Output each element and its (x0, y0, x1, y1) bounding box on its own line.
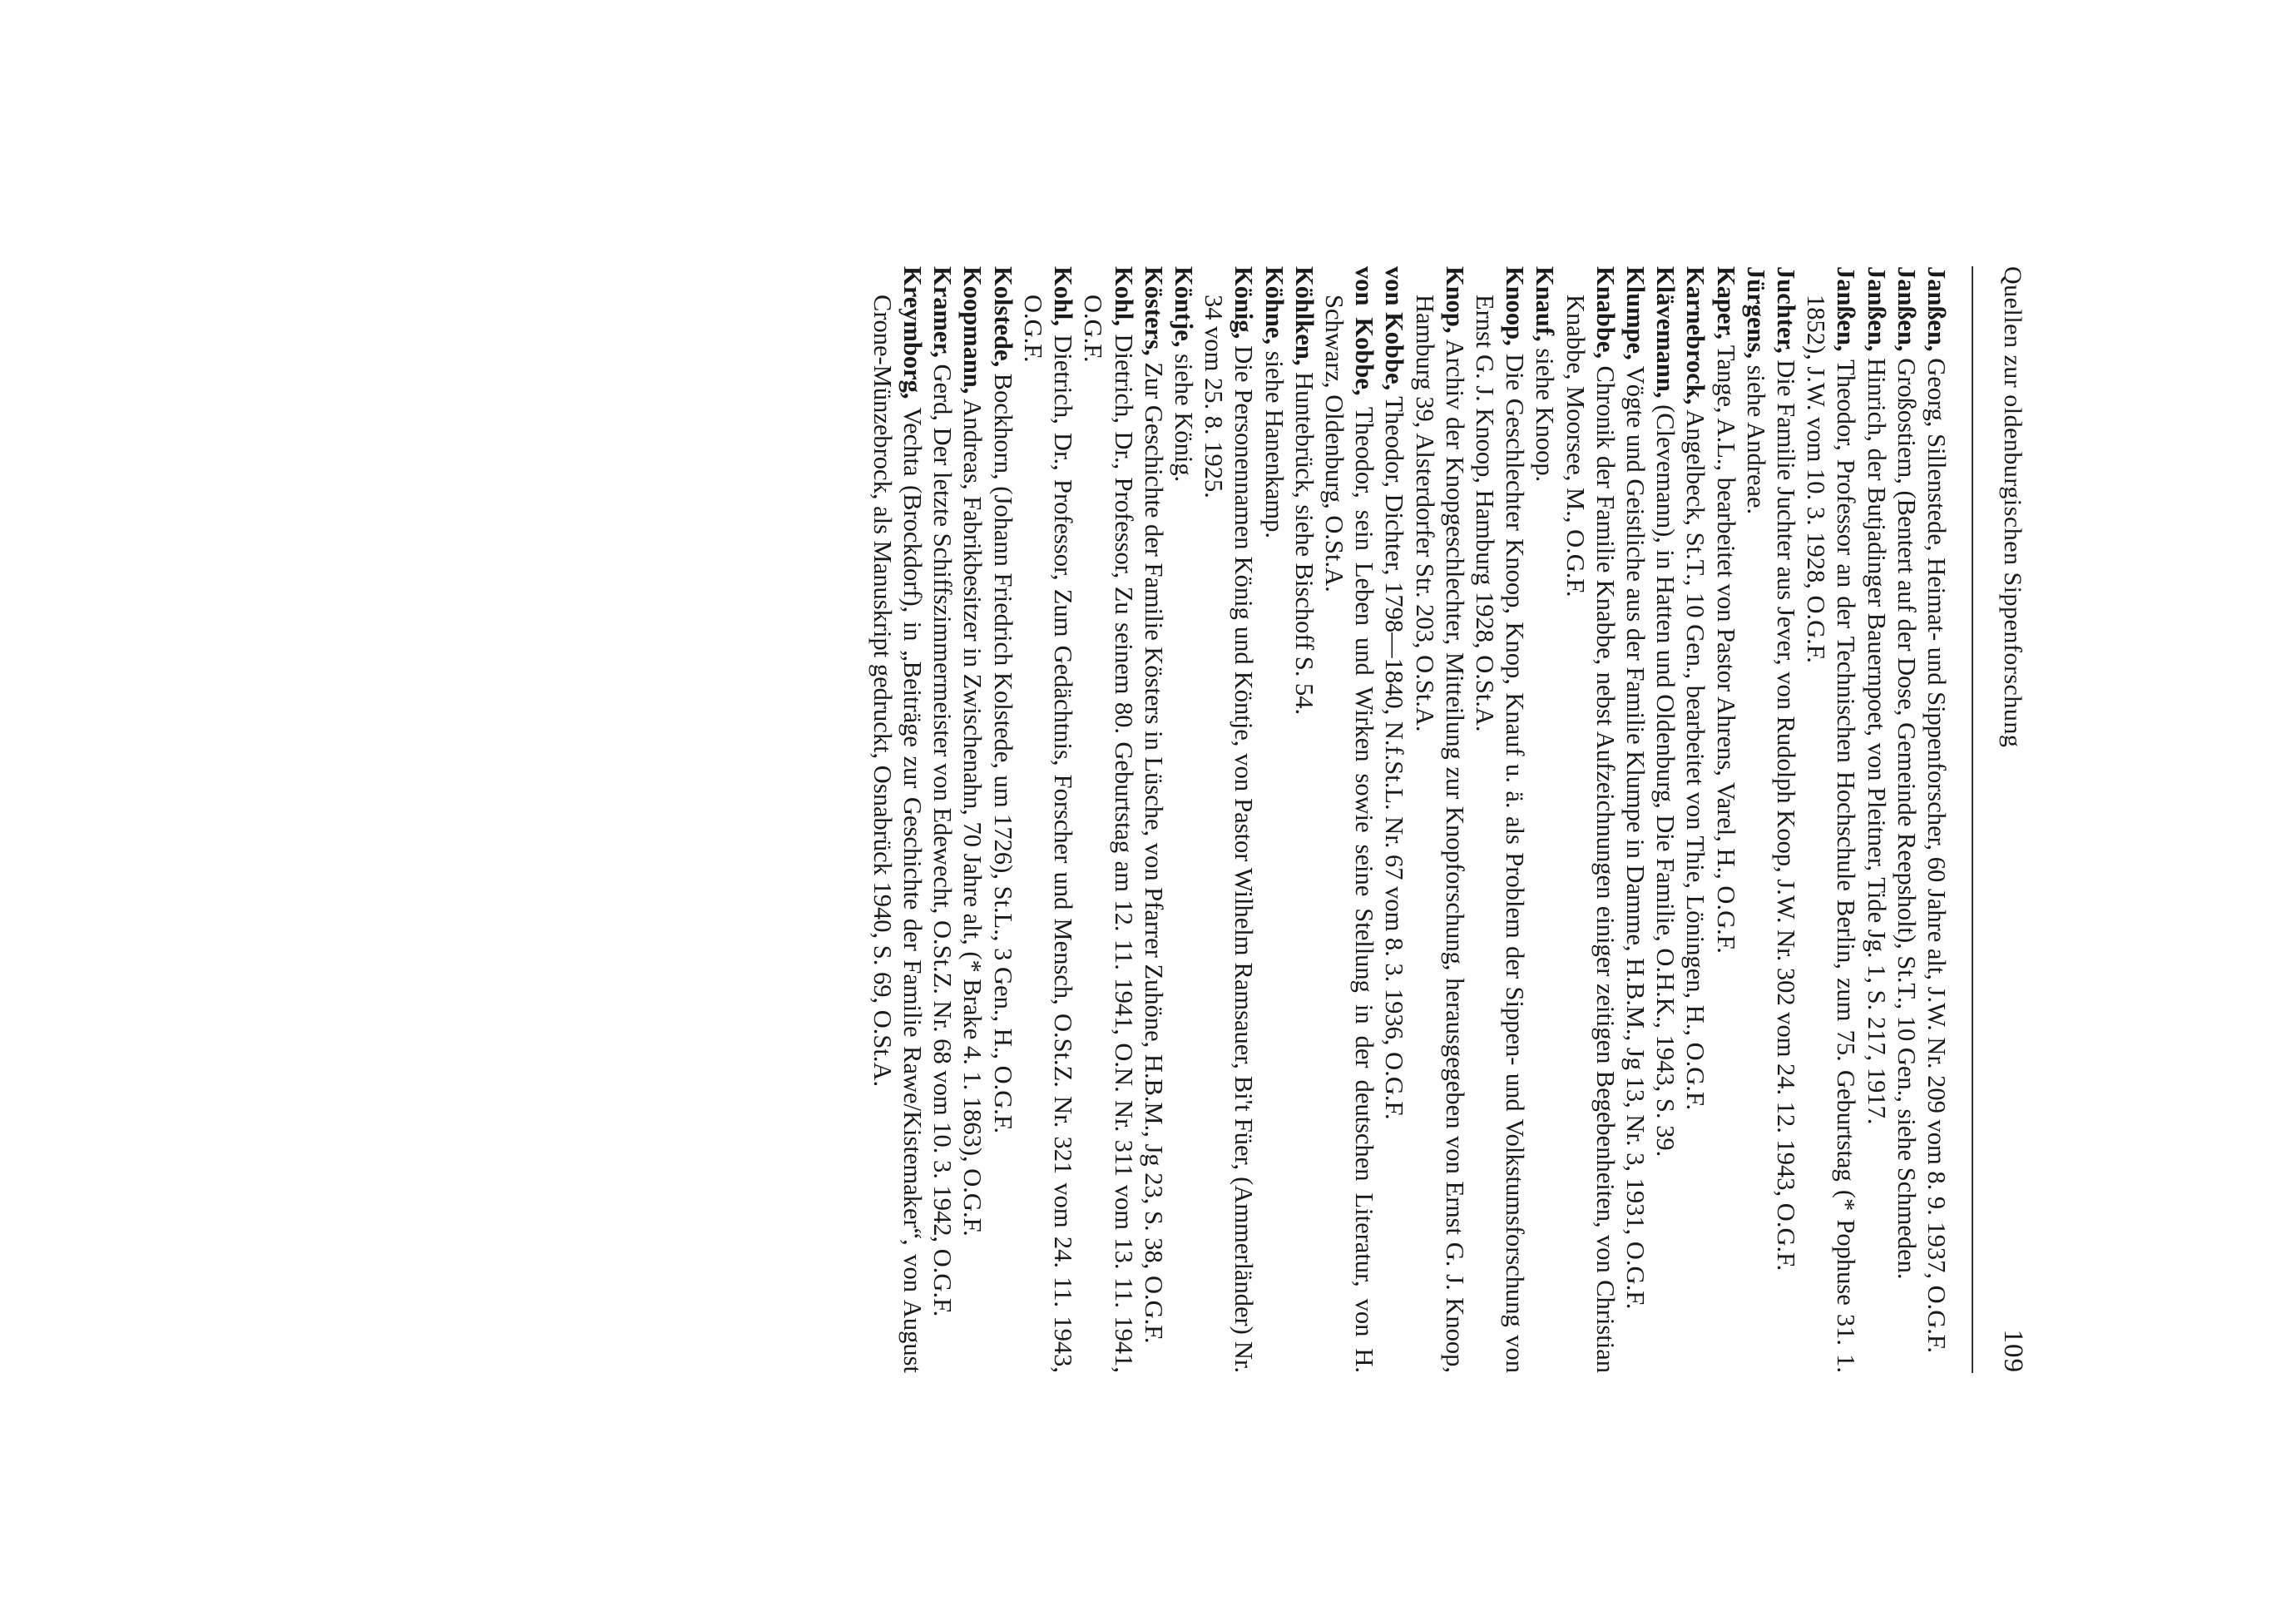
entry-text: Georg, Sillenstede, Heimat- und Sippenforscher, 60 Jahre alt, J.W. Nr. 209 vom 8. 9. 1937, O.G.F. (1922, 358, 1951, 1354)
entry-text: Zur Geschichte der Familie Kösters in Lüsche, von Pfarrer Zuhöne, H.B.M., Jg 23, S. 38, O.G.F. (1139, 362, 1168, 1344)
entry-head: von Kobbe, (1380, 266, 1409, 391)
entry-head: Koopmann, (958, 266, 987, 394)
list-item (1680, 266, 1710, 1373)
list-item (1650, 266, 1680, 1373)
list-item (1801, 266, 1861, 1373)
entry-text: Theodor, Dichter, 1798—1840, N.f.St.L. Nr. 67 vom 8. 3. 1936, O.G.F. (1380, 396, 1409, 1120)
entry-text: Huntebrück, siehe Bischoff S. 54. (1289, 372, 1319, 716)
entry-text: Dietrich, Dr., Professor, Zu seinem 80. Geburtstag am 12. 11. 1941, O.N. Nr. 311 vom 13. 11. 1941, O.G.F. (1079, 295, 1138, 1374)
entry-head: Knoop, (1501, 266, 1530, 346)
list-item (1861, 266, 1891, 1373)
entry-text: Dietrich, Dr., Professor, Zum Gedächtnis, Forscher und Mensch, O.St.Z. Nr. 321 vom 24. 11. 1943, O.G.F. (1018, 295, 1078, 1374)
entry-text: Gerd, Der letzte Schiffszimmermeister von Edewecht, O.St.Z. Nr. 68 vom 10. 3. 1942, O.G.F. (928, 364, 957, 1317)
list-item (1892, 266, 1922, 1373)
page-number: 109 (1998, 1329, 2028, 1373)
entry-text: Theodor, Professor an der Technischen Hochschule Berlin, zum 75. Geburtstag (* Pophuse 31. 1. 1852), J.W. vom 10. 3. 1928, O.G.F. (1802, 295, 1861, 1373)
list-item (1319, 266, 1379, 1373)
list-item (1259, 266, 1289, 1373)
list-item (1169, 266, 1199, 1373)
entry-text: Die Familie Juchter aus Jever, von Rudolph Koop, J.W. Nr. 302 vom 24. 12. 1943, O.G.F. (1771, 359, 1800, 1272)
list-item (1710, 266, 1740, 1373)
entry-head: von Kobbe, (1350, 266, 1379, 396)
list-item (1289, 266, 1319, 1373)
list-item (1922, 266, 1952, 1373)
list-item (1470, 266, 1530, 1373)
entry-head: Klävemann, (1651, 266, 1680, 399)
list-item (988, 266, 1018, 1373)
entry-text: Tange, A.L., bearbeitet von Pastor Ahrens, Varel, H., O.G.F. (1711, 345, 1740, 954)
entry-head: Karnebrock, (1681, 266, 1710, 405)
list-item (1078, 266, 1138, 1373)
entry-list (868, 266, 1952, 1373)
entry-head: Kösters, (1139, 266, 1168, 356)
list-item (1379, 266, 1409, 1373)
entry-text: siehe Hanenkamp. (1259, 350, 1289, 538)
list-item (868, 266, 928, 1373)
entry-head: Kohl, (1109, 266, 1138, 327)
header-rule (1972, 266, 1973, 1373)
entry-head: Knauf, (1531, 266, 1560, 342)
entry-text: Vögte und Geistliche aus der Familie Klumpe in Damme, H.B.M., Jg 13, Nr. 3, 1931, O.G.F. (1621, 365, 1650, 1310)
entry-head: Janßen, (1832, 266, 1861, 352)
entry-text: siehe König. (1169, 354, 1198, 483)
list-item (1560, 266, 1620, 1373)
entry-head: Köntje, (1169, 266, 1198, 348)
entry-head: Kramer, (928, 266, 957, 358)
entry-head: Juchter, (1771, 266, 1800, 354)
list-item (1621, 266, 1650, 1373)
entry-head: Janßen, (1892, 266, 1921, 352)
list-item (1409, 266, 1469, 1373)
entry-head: Kaper, (1711, 266, 1740, 340)
entry-text: Archiv der Knopgeschlechter, Mitteilung zur Knopforschung, herausgegeben von Ernst G. J. Knoop, Hamburg 39, Alsterdorfer Str. 203, O.St.A. (1410, 295, 1469, 1373)
entry-head: Kolstede, (988, 266, 1017, 368)
entry-text: siehe Andreae. (1741, 364, 1770, 515)
entry-head: Knop, (1440, 266, 1469, 334)
entry-text: Die Personennamen König und Köntje, von Pastor Wilhelm Ramsauer, Bi't Füer, (Ammerländer) Nr. 34 vom 25. 8. 1925. (1200, 295, 1259, 1373)
entry-head: Kreymborg, (898, 266, 928, 399)
entry-head: Janßen, (1922, 266, 1951, 352)
list-item (928, 266, 957, 1373)
entry-head: König, (1230, 266, 1259, 340)
list-item (1741, 266, 1771, 1373)
list-item (1530, 266, 1560, 1373)
entry-text: Die Geschlechter Knoop, Knop, Knauf u. ä. als Problem der Sippen- und Volkstumsforschung von Ernst G. J. Knoop, Hamburg 1928, O.St.A. (1470, 295, 1530, 1373)
entry-text: Angelbeck, St.T., 10 Gen., bearbeitet von Thie, Löningen, H., O.G.F. (1681, 409, 1710, 1111)
entry-head: Knabbe, (1591, 266, 1620, 359)
entry-text: Theodor, sein Leben und Wirken sowie seine Stellung in der deutschen Literatur, von H. Schwarz, Oldenburg, O.St.A. (1319, 295, 1379, 1374)
entry-text: Bockhorn, (Johann Friedrich Kolstede, um 1726), St.L., 3 Gen., H., O.G.F. (988, 373, 1017, 1134)
list-item (1018, 266, 1078, 1373)
entry-head: Janßen, (1862, 266, 1891, 352)
entry-text: Großostiem, (Bentert auf der Dose, Gemeinde Reepsholt), St.T., 10 Gen., siehe Schmeden. (1892, 358, 1921, 1280)
entry-text: siehe Knoop. (1531, 348, 1560, 483)
entry-text: Hinrich, der Butjadinger Bauernpoet, von Pleitner, Tide Jg. 1, S. 217, 1917. (1862, 358, 1891, 1125)
entry-head: Klumpe, (1621, 266, 1650, 360)
entry-text: Vechta (Brockdorf), in „Beiträge zur Geschichte der Familie Rawe/Kistemaker“, von August Crone-Münzebrock, als Manuskript gedruckt, Osnabrück 1940, S. 69, O.St.A. (868, 295, 928, 1374)
entry-text: Andreas, Fabrikbesitzer in Zwischenahn, 70 Jahre alt, (* Brake 4. 1. 1863), O.G.F. (958, 399, 987, 1237)
list-item (1771, 266, 1801, 1373)
entry-head: Jürgens, (1741, 266, 1770, 359)
entry-head: Kohl, (1049, 266, 1078, 327)
entry-head: Köhlken, (1289, 266, 1319, 366)
entry-text: Chronik der Familie Knabbe, nebst Aufzeichnungen einiger zeitigen Begebenheiten, von Christian Knabbe, Moorsee, M., O.G.F. (1561, 295, 1620, 1374)
entry-text: (Clevemann), in Hatten und Oldenburg, Die Familie, O.H.K., 1943, S. 39. (1651, 404, 1680, 1158)
list-item (1139, 266, 1169, 1373)
header-title: Quellen zur oldenburgischen Sippenforschung (1999, 266, 2026, 748)
entry-head: Köhne, (1259, 266, 1289, 345)
list-item (1199, 266, 1259, 1373)
running-header (1985, 266, 2028, 1373)
list-item (957, 266, 987, 1373)
